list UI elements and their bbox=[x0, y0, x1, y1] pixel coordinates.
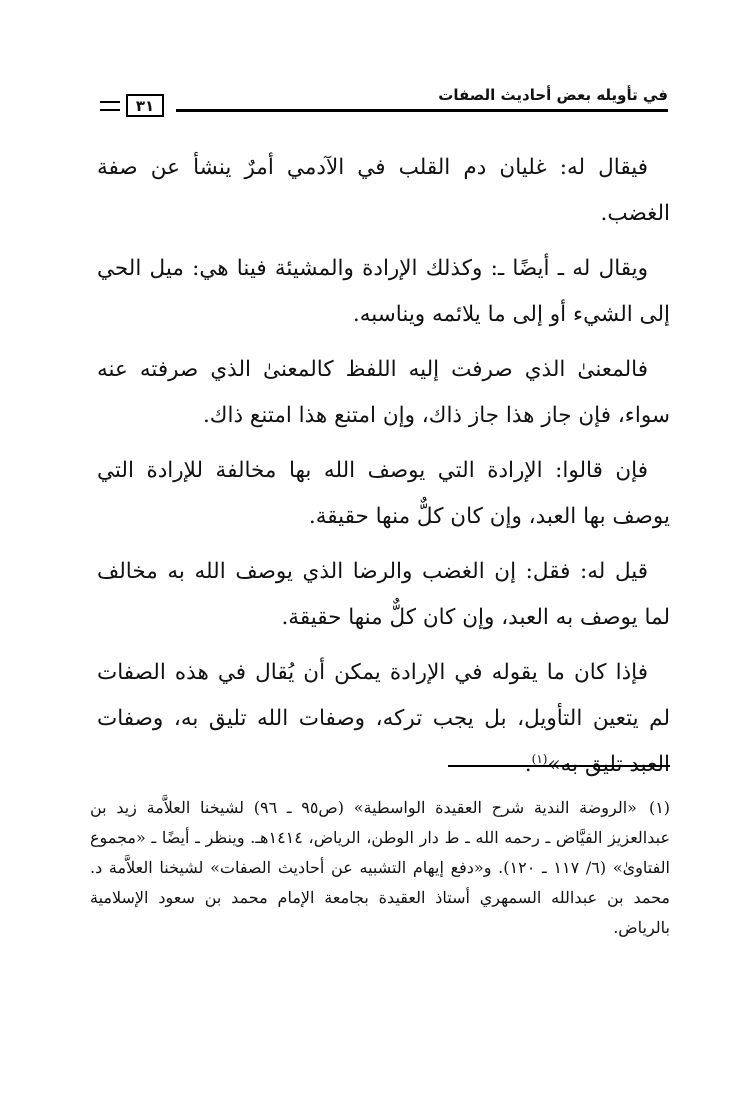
paragraph-5: قيل له: فقل: إن الغضب والرضا الذي يوصف الله به مخالف لما يوصف به العبد، وإن كان كلٌّ منها حقيقة. bbox=[97, 559, 670, 630]
running-header-title: في تأويله بعض أحاديث الصفات bbox=[438, 86, 668, 104]
footnote-separator bbox=[448, 765, 670, 767]
paragraph-3: فالمعنىٰ الذي صرفت إليه اللفظ كالمعنىٰ الذي صرفته عنه سواء، فإن جاز هذا جاز ذاك، وإن امتنع هذا امتنع ذاك. bbox=[97, 357, 670, 428]
paragraph-1: فيقال له: غليان دم القلب في الآدمي أمرٌ ينشأ عن صفة الغضب. bbox=[97, 155, 670, 226]
footnote-marker: (١) bbox=[648, 798, 671, 817]
paragraph-4: فإن قالوا: الإرادة التي يوصف الله بها مخالفة للإرادة التي يوصف بها العبد، وإن كان كلٌّ منها حقيقة. bbox=[97, 458, 670, 529]
paragraph-6 bbox=[97, 650, 670, 788]
footnote-text: «الروضة الندية شرح العقيدة الواسطية» (ص٩٥ ـ ٩٦) لشيخنا العلاَّمة زيد بن عبدالعزيز الفيَّاض ـ رحمه الله ـ ط دار الوطن، الرياض، ١٤١٤هـ. وينظر ـ أيضًا ـ «مجموع الفتاوىٰ» (٦/ ١١٧ ـ ١٢٠). و«دفع إيهام التشبيه عن أحاديث الصفات» لشيخنا العلاَّمة د. محمد بن عبدالله السمهري أستاذ العقيدة بجامعة الإمام محمد بن سعود الإسلامية بالرياض. bbox=[90, 798, 671, 937]
paragraph-6-end: . bbox=[524, 752, 532, 777]
page-number-ornament-top bbox=[100, 101, 120, 103]
paragraph-6-text: فإذا كان ما يقوله في الإرادة يمكن أن يُقال في هذه الصفات لم يتعين التأويل، بل يجب تركه، وصفات الله تليق به، وصفات العبد تليق به» bbox=[97, 660, 670, 777]
page-number: ٣١ bbox=[126, 94, 164, 117]
page-number-ornament-bottom bbox=[100, 109, 120, 111]
footnote-reference[interactable]: (١) bbox=[531, 751, 548, 766]
header-rule bbox=[176, 109, 668, 112]
main-text bbox=[97, 145, 670, 797]
paragraph-2: ويقال له ـ أيضًا ـ: وكذلك الإرادة والمشيئة فينا هي: ميل الحي إلى الشيء أو إلى ما يلائمه ويناسبه. bbox=[97, 256, 670, 327]
footnote bbox=[90, 793, 670, 943]
